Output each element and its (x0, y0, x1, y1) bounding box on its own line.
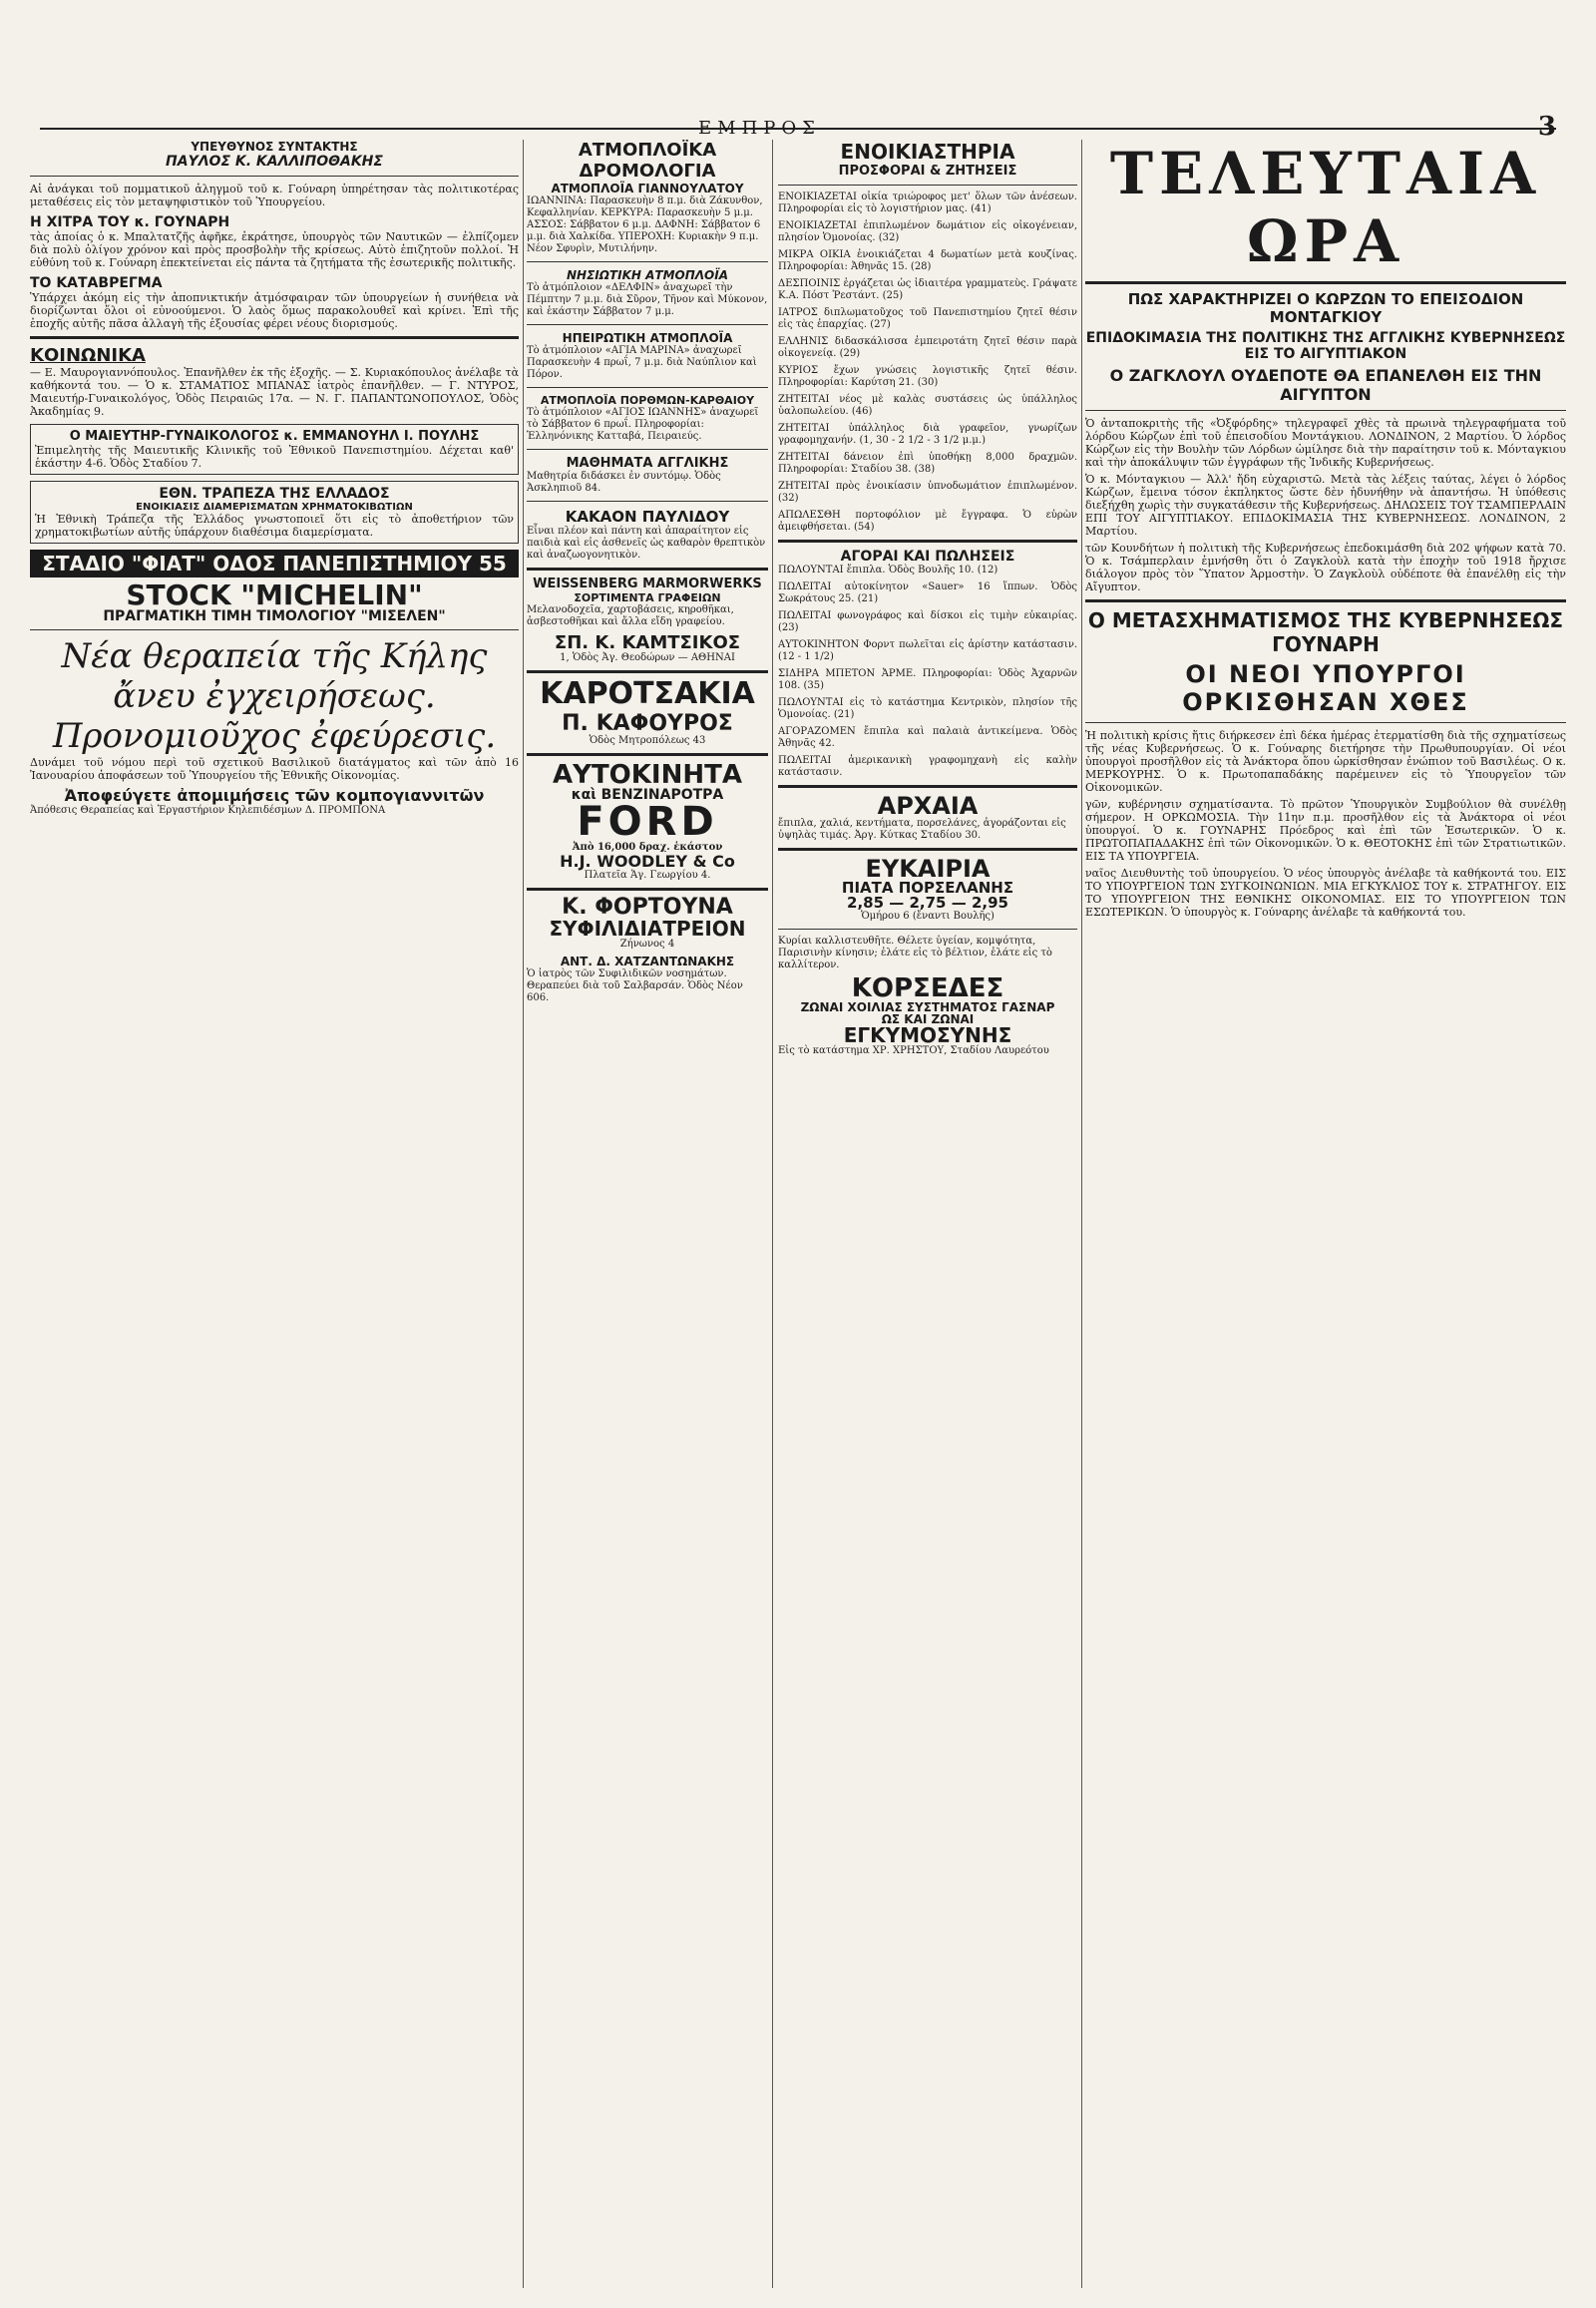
weissenberg-sub: ΣΟΡΤΙΜΕΝΤΑ ΓΡΑΦΕΙΩΝ (574, 591, 721, 604)
ford-dealer: H.J. WOODLEY & Co (560, 852, 735, 871)
ad-subtitle: ΕΝΟΙΚΙΑΣΙΣ ΔΙΑΜΕΡΙΣΜΑΤΩΝ ΧΡΗΜΑΤΟΚΙΒΩΤΙΩΝ (136, 502, 413, 513)
classified-ad: ΑΠΩΛΕΣΘΗ πορτοφόλιον μὲ ἔγγραφα. Ὁ εὑρὼν ἀμειφθήσεται. (54) (778, 510, 1077, 533)
page-number: 3 (1537, 112, 1556, 142)
autokinita-title: ΑΥΤΟΚΙΝΗΤΑ (553, 760, 742, 790)
korsedes-intro: Κυρίαι καλλιστευθῆτε. Θέλετε ὑγείαν, κομψότητα, Παρισινὴν κίνησιν; ἐλάτε εἰς τὸ βέλτιον, ἐλάτε εἰς τὸ καλλίτερον. (778, 936, 1052, 970)
nisiotiki-heading: ΝΗΣΙΩΤΙΚΗ ΑΤΜΟΠΛΟΪΑ (566, 268, 729, 282)
classified-ad: ΑΓΟΡΑΖΟΜΕΝ ἔπιπλα καὶ παλαιὰ ἀντικείμενα. Ὁδὸς Ἀθηνᾶς 42. (778, 726, 1077, 749)
divider (30, 336, 519, 339)
ad-bank (30, 481, 519, 544)
headline: ΠΩΣ ΧΑΡΑΚΤΗΡΙΖΕΙ Ο ΚΩΡΖΩΝ ΤΟ ΕΠΕΙΣΟΔΙΟΝ ΜΟΝΤΑΓΚΙΟΥ (1127, 290, 1524, 326)
classified-ad: ΠΩΛΕΙΤΑΙ αὐτοκίνητον «Sauer» 16 ἵππων. Ὁδὸς Σωκράτους 25. (21) (778, 581, 1077, 604)
ad-script-line: ἄνευ ἐγχειρήσεως. (113, 676, 436, 716)
classified-ad: ΠΩΛΟΥΝΤΑΙ εἰς τὸ κατάστημα Κεντρικὸν, πλησίον τῆς Ὁμονοίας. (21) (778, 697, 1077, 720)
kafouros-name: Π. ΚΑΦΟΥΡΟΣ (562, 711, 733, 736)
divider (1085, 281, 1566, 284)
ad-body: Ἡ Ἐθνικὴ Τράπεζα τῆς Ἑλλάδος γνωστοποιεῖ ὅτι εἰς τὸ ἀποθετήριον τῶν χρηματοκιβωτίων αὐτῆς ὑπάρχουν διαθέσιμα διαμερίσματα. (35, 513, 514, 539)
korsedes-footer: Εἰς τὸ κατάστημα ΧΡ. ΧΡΗΣΤΟΥ, Σταδίου Λαυρεότου (778, 1045, 1049, 1056)
classified-ad: ΕΝΟΙΚΙΑΖΕΤΑΙ ἐπιπλωμένον δωμάτιον εἰς οἰκογένειαν, πλησίον Ὁμονοίας. (32) (778, 220, 1077, 243)
divider (527, 501, 768, 502)
classified-ad: ΚΥΡΙΟΣ ἔχων γνώσεις λογιστικῆς ζητεῖ θέσιν. Πληροφορίαι: Καρύτση 21. (30) (778, 365, 1077, 388)
ad-body: Ἐπιμελητὴς τῆς Μαιευτικῆς Κλινικῆς τοῦ Ἐθνικοῦ Πανεπιστημίου. Δέχεται καθ' ἑκάστην 4-6. Ὁδὸς Σταδίου 7. (35, 444, 514, 470)
classified-ad: ΑΥΤΟΚΙΝΗΤΟΝ Φορντ πωλεῖται εἰς ἀρίστην κατάστασιν. (12 - 1 1/2) (778, 639, 1077, 662)
ad-script-line: Νέα θεραπεία τῆς Κήλης (61, 636, 488, 676)
article-paragraph: Ἡ πολιτικὴ κρίσις ἥτις διήρκεσεν ἐπὶ δέκα ἡμέρας ἐτερματίσθη διὰ τῆς σχηματίσεως τῆς νέας Κυβερνήσεως. Ὁ κ. Γούναρης διετήρησε τὴν Πρωθυπουργίαν. Οἱ νέοι ὑπουργοὶ προσῆλθον εἰς τὰ Ἀνάκτορα ὅπου ὡρκίσθησαν ἐνώπιον τοῦ Βασιλέως. Ο κ. ΜΕΡΚΟΥΡΗΣ. Ὁ κ. Πρωτοπαπαδάκης παρέμεινεν εἰς τὸ Ὑπουργεῖον τῶν Οἰκονομικῶν. (1085, 729, 1566, 794)
fortouna-name: Κ. ΦΟΡΤΟΥΝΑ (562, 895, 733, 920)
divider (527, 387, 768, 388)
article-paragraph: ναῖος Διευθυντὴς τοῦ ὑπουργείου. Ὁ νέος ὑπουργὸς ἀνέλαβε τὰ καθήκοντά του. ΕΙΣ ΤΟ ΥΠΟΥΡΓΕΙΟΝ ΤΩΝ ΣΥΓΚΟΙΝΩΝΙΩΝ. ΜΙΑ ΕΓΚΥΚΛΙΟΣ ΤΟΥ κ. ΣΤΡΑΤΗΓΟΥ. ΕΙΣ ΤΟ ΥΠΟΥΡΓΕΙΟΝ ΤΗΣ ΕΘΝΙΚΗΣ ΟΙΚΟΝΟΜΙΑΣ. ΕΙΣ ΤΟ ΥΠΟΥΡΓΕΙΟΝ ΤΩΝ ΕΣΩΤΕΡΙΚΩΝ. Ὁ ὑπουργὸς κ. Γούναρης ἀνέλαβε τὰ καθήκοντά του. (1085, 867, 1566, 919)
news-title: ΤΕΛΕΥΤΑΙΑ ΩΡΑ (1109, 140, 1542, 275)
weissenberg-heading: WEISSENBERG MARMORWERKS (533, 577, 762, 591)
classified-ad: ΙΑΤΡΟΣ διπλωματοῦχος τοῦ Πανεπιστημίου ζητεῖ θέσιν εἰς τὰς ἐπαρχίας. (27) (778, 307, 1077, 330)
classified-ad: ΖΗΤΕΙΤΑΙ δάνειον ἐπὶ ὑποθήκῃ 8,000 δραχμῶν. Πληροφορίαι: Σταδίου 38. (38) (778, 452, 1077, 475)
classified-ad: ΜΙΚΡΑ ΟΙΚΙΑ ἐνοικιάζεται 4 δωματίων μετὰ κουζίνας. Πληροφορίαι: Ἀθηνᾶς 15. (28) (778, 249, 1077, 272)
column-divider (1081, 140, 1082, 2288)
kakaon-body: Εἶναι πλέον καὶ πάντη καὶ ἀπαραίτητον εἰς παιδιὰ καὶ εἰς ἀσθενεῖς ὡς καθαρὸν θρεπτικὸν καὶ ἀναζωογονητικὸν. (527, 526, 766, 561)
lessons-heading: ΜΑΘΗΜΑΤΑ ΑΓΓΛΙΚΗΣ (566, 456, 729, 471)
classified-list (778, 192, 1077, 534)
korinthos-heading: ΑΤΜΟΠΛΟΪΑ ΠΟΡΘΜΩΝ-ΚΑΡΘΑΙΟΥ (540, 394, 755, 407)
headline: Ο ΖΑΓΚΛΟΥΛ ΟΥΔΕΠΟΤΕ ΘΑ ΕΠΑΝΕΛΘΗ ΕΙΣ ΤΗΝ ΑΙΓΥΠΤΟΝ (1109, 366, 1542, 404)
editor-name: ΠΑΥΛΟΣ Κ. ΚΑΛΛΙΠΟΘΑΚΗΣ (166, 154, 383, 170)
divider (30, 176, 519, 177)
ad-footer-small: Ἀπόθεσις Θεραπείας καὶ Ἐργαστήριον Κηλεπιδέσμων Δ. ΠΡΟΜΠΟΝΑ (30, 805, 386, 816)
ipirotiki-body: Τὸ ἀτμόπλοιον «ΑΓΙΑ ΜΑΡΙΝΑ» ἀναχωρεῖ Παρασκευὴν 4 πρωΐ, 7 μ.μ. διὰ Ναύπλιον καὶ Πόρον. (527, 345, 757, 380)
ad-title: ΕΘΝ. ΤΡΑΠΕΖΑ ΤΗΣ ΕΛΛΑΔΟΣ (159, 486, 390, 502)
eukairia-subtitle: ΠΙΑΤΑ ΠΟΡΣΕΛΑΝΗΣ (841, 879, 1014, 897)
masthead-title: ΕΜΠΡΟΣ (698, 118, 821, 139)
nisiotiki-body: Τὸ ἀτμόπλοιον «ΔΕΛΦΙΝ» ἀναχωρεῖ τὴν Πέμπτην 7 μ.μ. διὰ Σῦρον, Τῆνον καὶ Μύκονον, καὶ ἑκάστην Σάββατον 7 μ.μ. (527, 282, 768, 317)
ad-michelin-sub: ΠΡΑΓΜΑΤΙΚΗ ΤΙΜΗ ΤΙΜΟΛΟΓΙΟΥ "ΜΙΣΕΛΕΝ" (103, 608, 446, 624)
divider (527, 670, 768, 673)
ad-footer: Ἀποφεύγετε ἀπομιμήσεις τῶν κομπογιαννιτῶν (64, 786, 485, 805)
classified-ad: ΣΙΔΗΡΑ ΜΠΕΤΟΝ ἈΡΜΕ. Πληροφορίαι: Ὁδὸς Ἀχαρνῶν 108. (35) (778, 668, 1077, 691)
kamtsikos-address: 1, Ὁδὸς Ἀγ. Θεοδώρων — ΑΘΗΝΑΙ (560, 652, 735, 663)
syfilidiatreion-address: Ζήνωνος 4 (619, 939, 675, 950)
divider (1085, 599, 1566, 602)
intro-paragraph: Αἱ ἀνάγκαι τοῦ πομματικοῦ ἀληγμοῦ τοῦ κ. Γούναρη ὑπηρέτησαν τὰς πολιτικοτέρας μεταθέσεις εἰς τὸν μεταψηφιστικὸν τοῦ Ὑπουργείου. (30, 183, 519, 208)
divider (778, 848, 1077, 851)
column-news (1085, 140, 1566, 2288)
eukairia-address: Ὁμήρου 6 (ἔναντι Βουλῆς) (861, 911, 995, 922)
korsedes-sub: ΕΓΚΥΜΟΣΥΝΗΣ (843, 1023, 1012, 1047)
ad-title: Ο ΜΑΙΕΥΤΗΡ-ΓΥΝΑΙΚΟΛΟΓΟΣ κ. ΕΜΜΑΝΟΥΗΛ Ι. ΠΟΥΛΗΣ (69, 429, 480, 444)
divider (527, 568, 768, 571)
koinonika-heading: ΚΟΙΝΩΝΙΚΑ (30, 345, 146, 366)
column-shipping (527, 140, 768, 2288)
editor-label: ΥΠΕΥΘΥΝΟΣ ΣΥΝΤΑΚΤΗΣ (191, 140, 358, 154)
agorai-heading: ΑΓΟΡΑΙ ΚΑΙ ΠΩΛΗΣΕΙΣ (840, 549, 1015, 565)
korinthos-body: Τὸ ἀτμόπλοιον «ΑΓΙΟΣ ΙΩΑΝΝΗΣ» ἀναχωρεῖ τὸ Σάββατον 6 πρωΐ. Πληροφορίαι: Ἑλληνόνικης Κατταβά, Πειραιεύς. (527, 407, 759, 442)
divider (527, 449, 768, 450)
classifieds-subheading: ΠΡΟΣΦΟΡΑΙ & ΖΗΤΗΣΕΙΣ (838, 164, 1017, 179)
ad-stadio: ΣΤΑΔΙΟ "ΦΙΑΤ" ΟΔΟΣ ΠΑΝΕΠΙΣΤΗΜΙΟΥ 55 (30, 550, 519, 577)
classified-ad: ΠΩΛΕΙΤΑΙ ἀμερικανικὴ γραφομηχανὴ εἰς καλὴν κατάστασιν. (778, 755, 1077, 778)
classified-ad: ΕΝΟΙΚΙΑΖΕΤΑΙ οἰκία τριώροφος μετ' ὅλων τῶν ἀνέσεων. Πληροφορίαι εἰς τὸ λογιστήριον μας. (41) (778, 192, 1077, 214)
lessons-body: Μαθητρία διδάσκει ἐν συντόμῳ. Ὁδὸς Ἀσκληπιοῦ 84. (527, 471, 721, 494)
divider (1085, 722, 1566, 723)
ad-maieutir (30, 424, 519, 475)
doctor-name: ΑΝΤ. Δ. ΧΑΤΖΑΝΤΩΝΑΚΗΣ (560, 955, 735, 968)
koinonika-body: — Ε. Μαυρογιαννόπουλος. Ἐπανῆλθεν ἐκ τῆς ἐξοχῆς. — Σ. Κυριακόπουλος ἀνέλαβε τὰ καθήκοντά του. — Ὁ κ. ΣΤΑΜΑΤΙΟΣ ΜΠΑΝΑΣ ἰατρὸς ἐπανῆλθεν. — Γ. ΝΤΥΡΟΣ, Μαιευτήρ-Γυναικολόγος, Ὁδὸς Πειραιῶς 17α. — Ν. Γ. ΠΑΠΑΝΤΩΝΟΠΟΥΛΟΣ, Ὁδὸς Ἀκαδημίας 9. (30, 366, 519, 418)
section-heading: ΤΟ ΚΑΤΑΒΡΕΓΜΑ (30, 275, 163, 291)
karotsakia-title: ΚΑΡΟΤΣΑΚΙΑ (540, 676, 755, 711)
ford-logo: FORD (577, 799, 718, 845)
kakaon-heading: ΚΑΚΑΟΝ ΠΑΥΛΙΔΟΥ (565, 508, 730, 526)
article-paragraph: Ὁ κ. Μόνταγκιου — Ἀλλ' ἤδη εὐχαριστῶ. Μετὰ τὰς λέξεις ταύτας, λέγει ὁ λόρδος Κώρζων, ἔμεινα τόσον ἐκπληκτος ὥστε δὲν ἠδυνήθην νὰ ἀπαντήσω. Ἡ ὑπόθεσις διεξήχθη χωρὶς τὴν συγκατάθεσιν τῆς Κυβερνήσεως. ΔΗΛΩΣΕΙΣ ΤΟΥ ΤΣΑΜΠΕΡΛΑΙΝ ΕΠΙ ΤΟΥ ΑΙΓΥΠΤΙΑΚΟΥ. ΕΠΙΔΟΚΙΜΑΣΙΑ ΤΗΣ ΚΥΒΕΡΝΗΣΕΩΣ. ΛΟΝΔΙΝΟΝ, 2 Μαρτίου. (1085, 473, 1566, 538)
classified-ad: ΔΕΣΠΟΙΝΙΣ ἐργάζεται ὡς ἰδιαιτέρα γραμματεὺς. Γράψατε Κ.Α. Πόστ Ῥεστάντ. (25) (778, 278, 1077, 301)
archaia-title: ΑΡΧΑΙΑ (877, 792, 979, 820)
divider (778, 185, 1077, 186)
classified-ad: ΖΗΤΕΙΤΑΙ ὑπάλληλος διὰ γραφεῖον, γνωρίζων γραφομηχανήν. (1, 30 - 2 1/2 - 3 1/2 μ.μ.) (778, 423, 1077, 446)
divider (1085, 410, 1566, 411)
divider (778, 785, 1077, 788)
article-paragraph: τῶν Κουνδήτων ἡ πολιτικὴ τῆς Κυβερνήσεως ἐπεδοκιμάσθη διὰ 202 ψήφων κατὰ 70. Ὁ κ. Τσάμπερλαιν ἐμνήσθη ὅτι ὁ Ζαγκλοὺλ κατὰ τὴν ἐποχὴν τοῦ 1918 ἤρχισε διάλογον πρὸς τὸν Ὕπατον Ἁρμοστὴν. Ὁ Ζαγκλοὺλ οὐδέποτε θὰ ἐπανέλθῃ εἰς τὴν Αἴγυπτον. (1085, 542, 1566, 593)
korsedes-sub: ΩΣ ΚΑΙ ΖΩΝΑΙ (881, 1012, 975, 1026)
ad-michelin: STOCK "MICHELIN" (126, 578, 423, 611)
divider (527, 753, 768, 756)
headline: Ο ΜΕΤΑΣΧΗΜΑΤΙΣΜΟΣ ΤΗΣ ΚΥΒΕΡΝΗΣΕΩΣ ΓΟΥΝΑΡΗ (1087, 608, 1564, 656)
column-left (30, 140, 519, 2288)
ford-price: Ἀπὸ 16,000 δραχ. ἑκάστον (572, 842, 723, 853)
body-paragraph: Ὑπάρχει ἀκόμη εἰς τὴν ἀποπνικτικήν ἀτμόσφαιραν τῶν ὑπουργείων ἡ συνήθεια νὰ διορίζωνται ὅλοι οἱ εὐνοούμενοι. Ὁ λαὸς ὅμως παρακολουθεῖ καὶ κρίνει. Ἐπὶ τῆς ἐποχῆς αὐτῆς πᾶσα ἀλλαγὴ τῆς ἐξουσίας φέρει νέους διορισμούς. (30, 291, 519, 330)
divider (778, 929, 1077, 930)
classified-ad: ΠΩΛΟΥΝΤΑΙ ἔπιπλα. Ὁδὸς Βουλῆς 10. (12) (778, 565, 998, 576)
article-paragraph: Ὁ ἀνταποκριτὴς τῆς «Ὀξφόρδης» τηλεγραφεῖ χθὲς τὰ πρωινὰ τηλεγραφήματα τοῦ λόρδου Κώρζων ἐπὶ τοῦ ἐπεισοδίου Μοντάγκιου. ΛΟΝΔΙΝΟΝ, 2 Μαρτίου. Ὁ λόρδος Κώρζων εἰς τὴν Βουλὴν τῶν Λόρδων ὡμίλησε διὰ τὴν παραίτησιν τοῦ κ. Μόνταγκιου καὶ τὴν ἀποκάλυψιν τῶν ἐγγράφων τῆς Ἰνδικῆς Κυβερνήσεως. (1085, 417, 1566, 469)
shipping-heading: ΑΤΜΟΠΛΟΪΚΑ ΔΡΟΜΟΛΟΓΙΑ (578, 140, 717, 182)
korsedes-title: ΚΟΡΣΕΔΕΣ (851, 973, 1004, 1003)
kafouros-address: Ὁδὸς Μητροπόλεως 43 (589, 735, 706, 746)
ford-address: Πλατεῖα Ἁγ. Γεωργίου 4. (584, 870, 711, 881)
divider (527, 324, 768, 325)
classified-ad: ΖΗΤΕΙΤΑΙ νέος μὲ καλὰς συστάσεις ὡς ὑπάλληλος ὑαλοπωλείου. (46) (778, 394, 1077, 417)
classified-list (778, 565, 1077, 779)
divider (527, 261, 768, 262)
column-classifieds (778, 140, 1077, 2288)
shipping-subheading: ΑΤΜΟΠΛΟΪΑ ΓΙΑΝΝΟΥΛΑΤΟΥ (551, 182, 744, 195)
column-divider (523, 140, 524, 2288)
archaia-body: ἔπιπλα, χαλιά, κεντήματα, πορσελάνες, ἀγοράζονται εἰς ὑψηλὰς τιμάς. Ἀργ. Κύτκας Σταδίου 30. (778, 818, 1066, 841)
korsedes-sub: ΖΩΝΑΙ ΧΟΙΛΙΑΣ ΣΥΣΤΗΜΑΤΟΣ ΓΑΣΝΑΡ (800, 1000, 1055, 1014)
shipping-body: ΙΩΑΝΝΙΝΑ: Παρασκευὴν 8 π.μ. διὰ Ζάκυνθον, Κεφαλληνίαν. ΚΕΡΚΥΡΑ: Παρασκευὴν 5 μ.μ. ΑΣΣΟΣ: Σάββατον 6 μ.μ. ΔΑΦΝΗ: Σάββατον 6 μ.μ. διὰ Χαλκίδα. ΥΠΕΡΟΧΗ: Κυριακὴν 9 π.μ. Νέον Σφυρὶν, Μυτιλήνην. (527, 195, 763, 254)
eukairia-prices: 2,85 — 2,75 — 2,95 (847, 894, 1008, 912)
eukairia-title: ΕΥΚΑΙΡΙΑ (865, 855, 991, 883)
doctor-body: Ὁ ἰατρὸς τῶν Συφιλιδικῶν νοσημάτων. Θεραπεύει διὰ τοῦ Σαλβαρσάν. Ὁδὸς Νέον 606. (527, 968, 743, 1003)
headline: ΕΠΙΔΟΚΙΜΑΣΙΑ ΤΗΣ ΠΟΛΙΤΙΚΗΣ ΤΗΣ ΑΓΓΛΙΚΗΣ ΚΥΒΕΡΝΗΣΕΩΣ ΕΙΣ ΤΟ ΑΙΓΥΠΤΙΑΚΟΝ (1085, 330, 1566, 362)
classified-ad: ΕΛΛΗΝΙΣ διδασκάλισσα ἐμπειροτάτη ζητεῖ θέσιν παρὰ οἰκογενείᾳ. (29) (778, 336, 1077, 359)
classifieds-heading: ΕΝΟΙΚΙΑΣΤΗΡΙΑ (840, 140, 1015, 164)
ad-script-line: Προνομιοῦχος ἐφεύρεσις. (52, 716, 497, 756)
divider (30, 629, 519, 630)
benzinarotra-title: καὶ ΒΕΝΖΙΝΑΡΟΤΡΑ (571, 787, 724, 803)
kamtsikos-name: ΣΠ. Κ. ΚΑΜΤΣΙΚΟΣ (554, 632, 741, 653)
divider (527, 888, 768, 891)
syfilidiatreion-title: ΣΥΦΙΛΙΔΙΑΤΡΕΙΟΝ (549, 917, 746, 941)
body-paragraph: τὰς ἀποίας ὁ κ. Μπαλτατζῆς ἀφῆκε, ἐκράτησε, ὑπουργὸς τῶν Ναυτικῶν — ἐλπίζομεν διὰ πολὺ ὀλίγον χρόνον καὶ πρὸς προσβολὴν τῆς κρίσεως. Αὐτὸ ἐπιζητοῦν πολλοί. Ἡ εὐθύνη τοῦ κ. Γούναρη ἐπεκτείνεται εἰς πάντα τὰ ζητήματα τῆς ἐσωτερικῆς πολιτικῆς. (30, 230, 519, 269)
classified-ad: ΠΩΛΕΙΤΑΙ φωνογράφος καὶ δίσκοι εἰς τιμὴν εὐκαιρίας. (23) (778, 610, 1077, 633)
divider (778, 540, 1077, 543)
ipirotiki-heading: ΗΠΕΙΡΩΤΙΚΗ ΑΤΜΟΠΛΟΪΑ (562, 331, 733, 345)
weissenberg-body: Μελανοδοχεῖα, χαρτοβάσεις, κηροθῆκαι, ἀσβεστοθῆκαι καὶ ἄλλα εἴδη γραφείου. (527, 604, 734, 627)
classified-ad: ΖΗΤΕΙΤΑΙ πρὸς ἐνοικίασιν ὑπνοδωμάτιον ἐπιπλωμένον. (32) (778, 481, 1077, 504)
column-divider (772, 140, 773, 2288)
headline: ΟΙ ΝΕΟΙ ΥΠΟΥΡΓΟΙ ΟΡΚΙΣΘΗΣΑΝ ΧΘΕΣ (1182, 660, 1469, 716)
ad-body: Δυνάμει τοῦ νόμου περὶ τοῦ σχετικοῦ Βασιλικοῦ διατάγματος καὶ τῶν ἀπὸ 16 Ἰανουαρίου ἀποφάσεων τοῦ Ὑπουργείου τῆς Ἐθνικῆς Οἰκονομίας. (30, 756, 519, 782)
article-paragraph: γῶν, κυβέρνησιν σχηματίσαντα. Τὸ πρῶτον Ὑπουργικὸν Συμβούλιον θὰ συνέλθῃ σήμερον. Η ΟΡΚΩΜΟΣΙΑ. Τὴν 11ην π.μ. προσῆλθον εἰς τὰ Ἀνάκτορα οἱ νέοι ὑπουργοί. Ὁ κ. ΓΟΥΝΑΡΗΣ Πρόεδρος καὶ ἐπὶ τῶν Ἐσωτερικῶν. Ὁ κ. ΠΡΩΤΟΠΑΠΑΔΑΚΗΣ ἐπὶ τῶν Οἰκονομικῶν. Ὁ κ. ΘΕΟΤΟΚΗΣ ἐπὶ τῶν Στρατιωτικῶν. ΕΙΣ ΤΑ ΥΠΟΥΡΓΕΙΑ. (1085, 798, 1566, 863)
section-heading: Η ΧΙΤΡΑ ΤΟΥ κ. ΓΟΥΝΑΡΗ (30, 214, 230, 230)
